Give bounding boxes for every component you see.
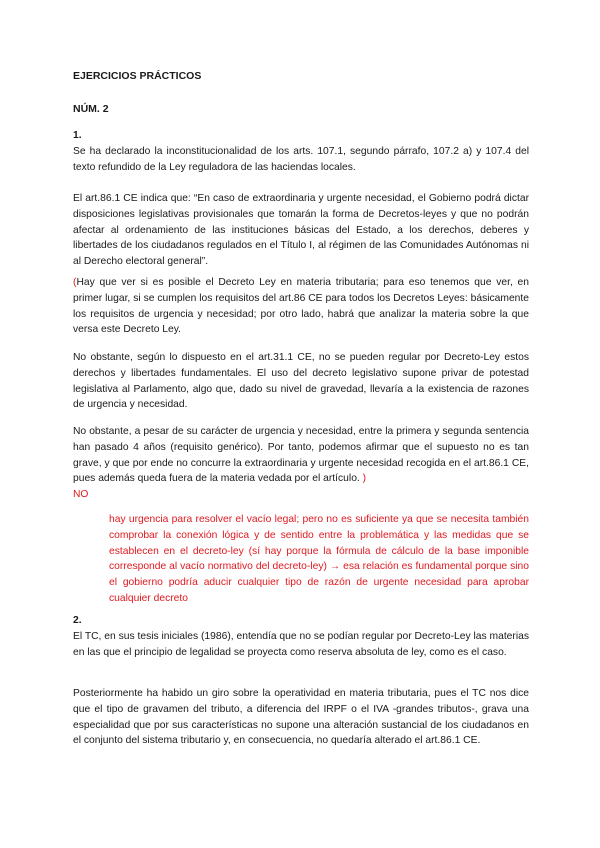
question-1-statement: Se ha declarado la inconstitucionalidad de los arts. 107.1, segundo párrafo, 107.2 a) y 107.4 del texto refundido de la Ley reguladora de las haciendas locales. [73, 145, 529, 173]
analysis-paragraph-2: No obstante, según lo dispuesto en el art.31.1 CE, no se pueden regular por Decreto-Ley estos derechos y libertades fundamentales. El uso del decreto legislativo supone privar de potestad legislativa al Parlamento, algo que, dado su nivel de gravedad, llevaría a la existencia de razones de urgencia y necesidad. [73, 352, 529, 411]
question-2-paragraph-2: Posteriormente ha habido un giro sobre la operatividad en materia tributaria, pues el TC nos dice que el tipo de gravamen del tributo, a diferencia del IRPF o el IVA -grandes tributos-, grava una especialidad que por sus características no supone una alteración sustancial de los ciudadanos en el conjunto del sistema tributario y, en consecuencia, no quedaría alterado el art.86.1 CE. [73, 688, 529, 747]
analysis-paragraph-3 [73, 424, 529, 503]
open-parenthesis: ( [73, 277, 77, 288]
question-2-text-1: El TC, en sus tesis iniciales (1986), entendía que no se podían regular por Decreto-Ley las materias en las que el principio de legalidad se proyecta como reserva absoluta de ley, como es el caso. [73, 630, 529, 658]
question-1-intro [73, 128, 529, 175]
exercise-number: NÚM. 2 [73, 103, 109, 115]
analysis-text-3: No obstante, a pesar de su carácter de urgencia y necesidad, entre la primera y segunda sentencia han pasado 4 años (requisito genérico). Por tanto, podemos afirmar que el supuesto no es tan grave, y que por ende no concurre la extraordinaria y urgente necesidad recogida en el art.86.1 CE, pues además queda fuera de la materia vedada por el artículo. [73, 426, 529, 485]
analysis-paragraph-1 [73, 275, 529, 338]
article-86-quote: El art.86.1 CE indica que: “En caso de extraordinaria y urgente necesidad, el Gobierno podrá dictar disposiciones legislativas provisionales que tomarán la forma de Decretos-leyes y que no podrán afectar al ordenamiento de las instituciones básicas del Estado, a los derechos, deberes y libertades de los ciudadanos regulados en el Título I, al régimen de las Comunidades Autónomas ni al Derecho electoral general”. [73, 193, 529, 268]
question-2-paragraph-1 [73, 613, 529, 660]
answer-no-label: NO [73, 489, 89, 501]
correction-note: hay urgencia para resolver el vacío legal; pero no es suficiente ya que se necesita también comprobar la conexión lógica y de sentido entre la problemática y las medidas que se establecen en el decreto-ley (sí hay porque la fórmula de cálculo de la base imponible corresponde al vacío normativo del decreto-ley) → esa relación es fundamental porque sino el gobierno podría aducir cualquier tipo de razón de urgente necesidad para aprobar cualquier decreto [109, 514, 529, 604]
question-1-number: 1. [73, 130, 82, 141]
question-2-number: 2. [73, 615, 82, 626]
analysis-text-1: Hay que ver si es posible el Decreto Ley en materia tributaria; para eso tenemos que ver, en primer lugar, si se cumplen los requisitos del art.86 CE para todos los Decretos Leyes: básicamente los requisitos de urgencia y necesidad; por otro lado, habrá que analizar la materia sobre la que versa este Decreto Ley. [73, 277, 529, 336]
close-parenthesis: ) [362, 473, 367, 485]
document-title: EJERCICIOS PRÁCTICOS [73, 70, 202, 82]
